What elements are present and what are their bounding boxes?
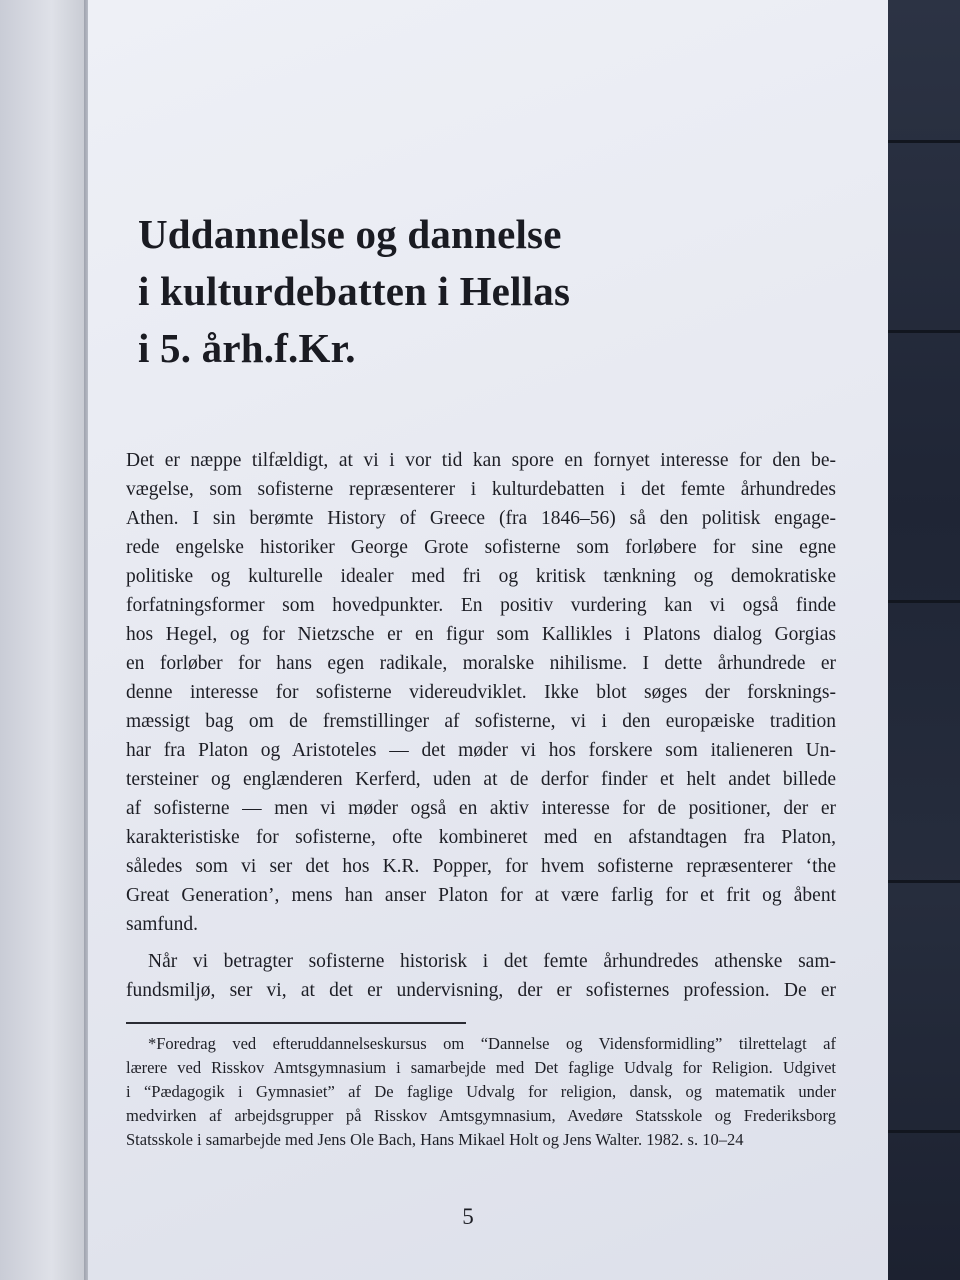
text-line: af sofisterne — men vi møder også en aktiv interesse for de positioner, der er — [126, 798, 836, 819]
text-line: således som vi ser det hos K.R. Popper, for hvem sofisterne repræsenterer ‘the — [126, 856, 836, 877]
text-line: Great Generation’, mens han anser Platon for at være farlig for et frit og åbent — [126, 885, 836, 906]
text-line: hos Hegel, og for Nietzsche er en figur som Kallikles i Platons dialog Gorgias — [126, 624, 836, 645]
plank-seam — [880, 880, 960, 883]
footnote-line: medvirken af arbejdsgrupper på Risskov Amtsgymnasium, Avedøre Statsskole og Frederiksborg — [126, 1106, 836, 1125]
plank-seam — [880, 330, 960, 333]
plank-seam — [880, 140, 960, 143]
text-line: politiske og kulturelle idealer med fri og kritisk tænkning og demokratiske — [126, 566, 836, 587]
text-line: mæssigt bag om de fremstillinger af sofisterne, vi i den europæiske tradition — [126, 711, 836, 732]
text-line: tersteiner og englænderen Kerferd, uden at de derfor finder et helt andet billede — [126, 769, 836, 790]
title-line-1: Uddannelse og dannelse — [138, 211, 562, 257]
page-number: 5 — [462, 1204, 474, 1229]
text-line: Athen. I sin berømte History of Greece (fra 1846–56) så den politisk engage- — [126, 508, 836, 529]
footnote-line: Statsskole i samarbejde med Jens Ole Bach, Hans Mikael Holt og Jens Walter. 1982. s. 10–24 — [126, 1130, 744, 1149]
footnote-separator — [126, 1022, 466, 1024]
footnote — [126, 1032, 836, 1152]
text-line: rede engelske historiker George Grote sofisterne som forløbere for sine egne — [126, 537, 836, 558]
chapter-title — [138, 206, 778, 377]
text-line: Når vi betragter sofisterne historisk i det femte århundredes athenske sam- — [148, 951, 836, 972]
body-text — [126, 446, 836, 1005]
text-line: vægelse, som sofisterne repræsenterer i kulturdebatten i det femte århundredes — [126, 479, 836, 500]
text-line: fundsmiljø, ser vi, at det er undervisning, der er sofisternes profession. De er — [126, 980, 836, 1001]
text-line: denne interesse for sofisterne videreudviklet. Ikke blot søges der forsknings- — [126, 682, 836, 703]
title-line-3: i 5. årh.f.Kr. — [138, 325, 356, 371]
plank-seam — [880, 1130, 960, 1133]
text-line: Det er næppe tilfældigt, at vi i vor tid kan spore en fornyet interesse for den be- — [126, 450, 836, 471]
footnote-line: lærere ved Risskov Amtsgymnasium i samarbejde med Det faglige Udvalg for Religion. Udgivet — [126, 1058, 836, 1077]
text-line: forfatningsformer som hovedpunkter. En positiv vurdering kan vi også finde — [126, 595, 836, 616]
text-line: samfund. — [126, 914, 199, 935]
paragraph-1 — [126, 446, 836, 939]
footnote-line: *Foredrag ved efteruddannelseskursus om “Dannelse og Vidensformidling” tilrettelagt af — [148, 1034, 836, 1053]
title-line-2: i kulturdebatten i Hellas — [138, 268, 571, 314]
footnote-line: i “Pædagogik i Gymnasiet” af De faglige Udvalg for religion, dansk, og matematik under — [126, 1082, 836, 1101]
left-facing-page — [0, 0, 86, 1280]
paragraph-2 — [126, 947, 836, 1005]
text-line: karakteristiske for sofisterne, ofte kombineret med en afstandtagen fra Platon, — [126, 827, 836, 848]
text-line: har fra Platon og Aristoteles — det møder vi hos forskere som italieneren Un- — [126, 740, 836, 761]
book-page — [88, 0, 888, 1280]
plank-seam — [880, 600, 960, 603]
text-line: en forløber for hans egen radikale, moralske nihilisme. I dette århundrede er — [126, 653, 836, 674]
